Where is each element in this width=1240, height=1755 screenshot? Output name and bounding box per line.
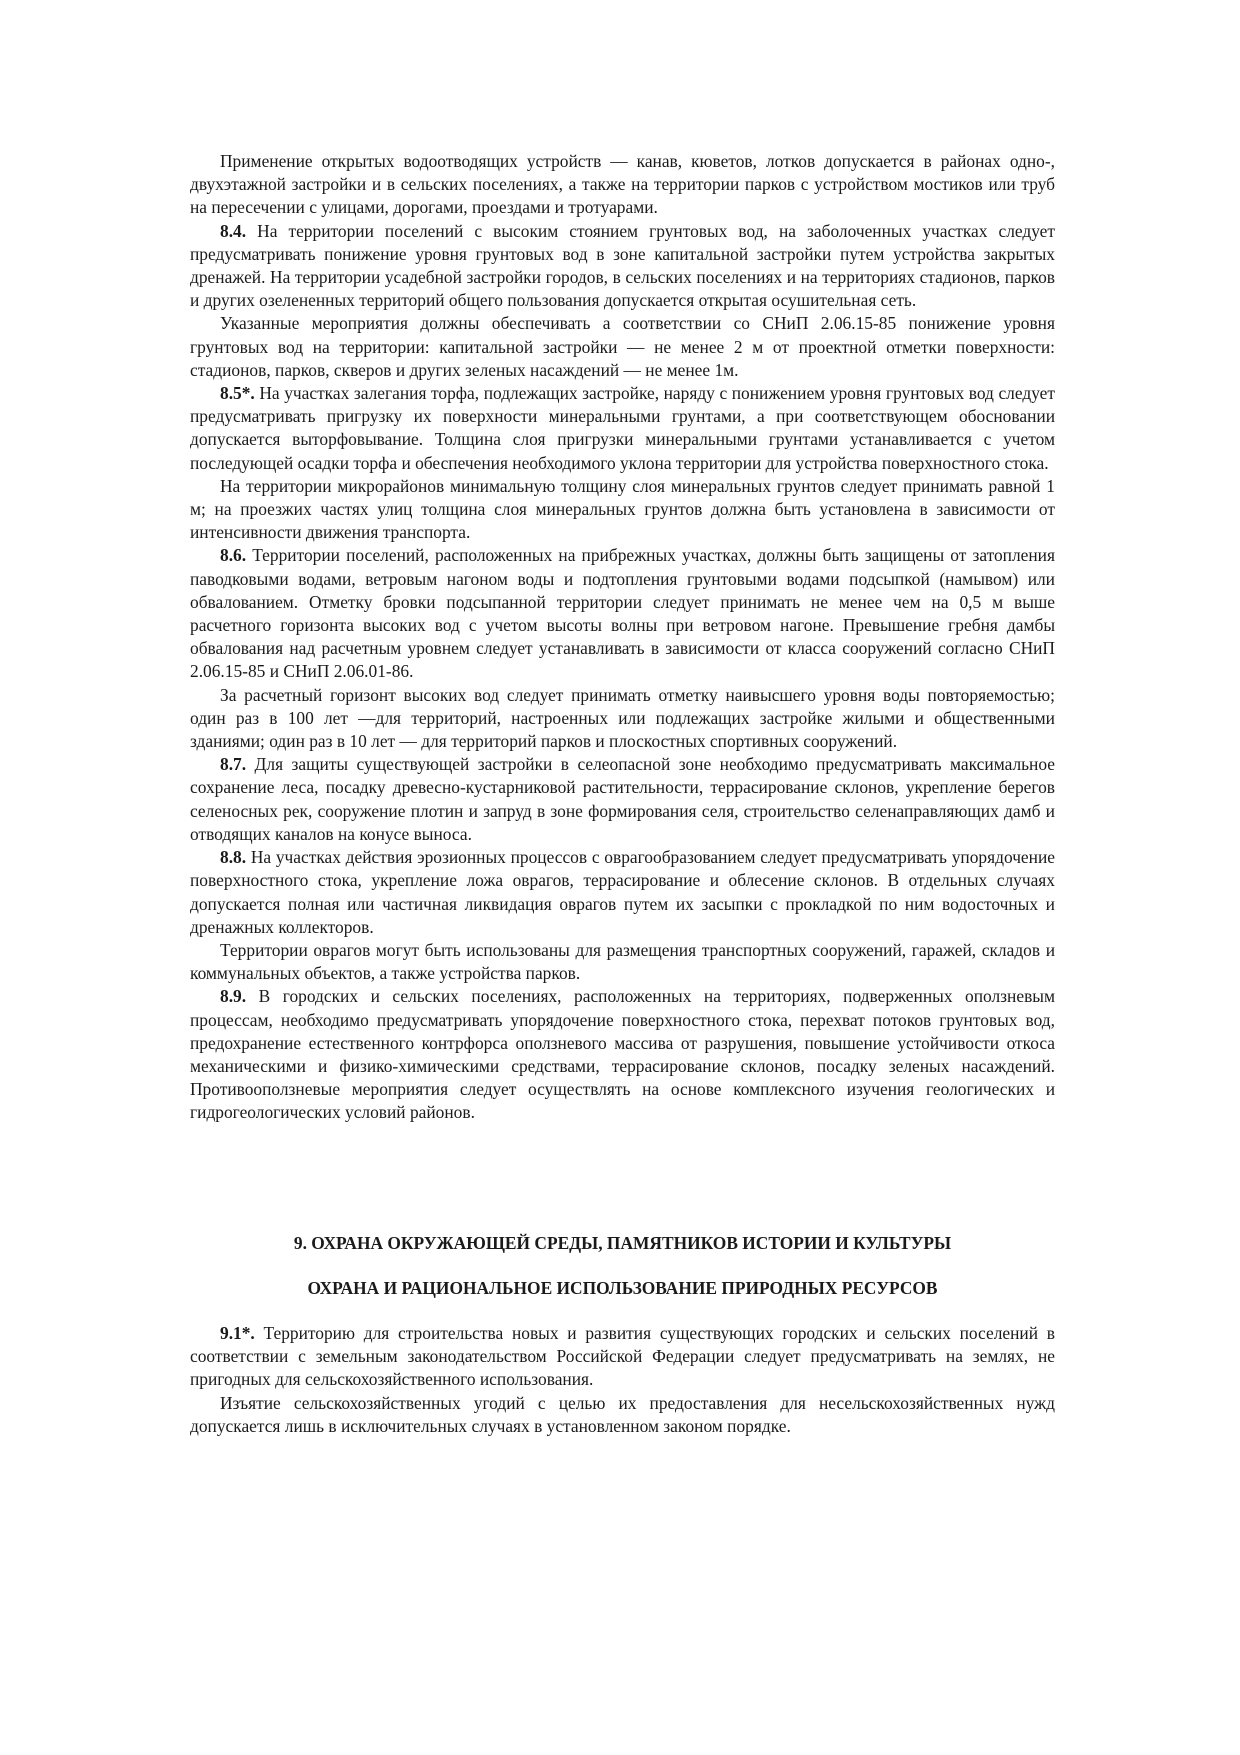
section-9-headings bbox=[190, 1232, 1055, 1300]
paragraph-text: Применение открытых водоотводящих устройств — канав, кюветов, лотков допускается в районах одно-, двухэтажной застройки и в сельских поселениях, а также на территории парков с устройством мостиков или труб на пересечении с улицами, дорогами, проездами и тротуарами. bbox=[190, 151, 1055, 218]
clause-number: 8.9. bbox=[220, 986, 247, 1007]
paragraph-text: На территории микрорайонов минимальную толщину слоя минеральных грунтов следует принимать равной 1 м; на проезжих частях улиц толщина слоя минеральных грунтов должна быть установлена в зависимости от интенсивности движения транспорта. bbox=[190, 475, 1055, 543]
clause-number: 8.6. bbox=[220, 545, 247, 566]
paragraph-text: На территории поселений с высоким стоянием грунтовых вод, на заболоченных участках следует предусматривать понижение уровня грунтовых вод в зоне капитальной застройки путем устройства закрытых дренажей. На территории усадебной застройки городов, в сельских поселениях и на территориях стадионов, парков и других озелененных территорий общего пользования допускается открытая осушительная сеть. bbox=[190, 220, 1055, 311]
paragraph-8-7 bbox=[190, 753, 1055, 846]
paragraph-microdistricts bbox=[190, 475, 1055, 545]
paragraph-drainage-open bbox=[190, 150, 1055, 220]
section-8-body bbox=[190, 150, 1055, 1125]
section-heading: 9. ОХРАНА ОКРУЖАЮЩЕЙ СРЕДЫ, ПАМЯТНИКОВ ИСТОРИИ И КУЛЬТУРЫ bbox=[293, 1232, 952, 1253]
paragraph-text: Изъятие сельскохозяйственных угодий с целью их предоставления для несельскохозяйственных нужд допускается лишь в исключительных случаях в установленном законом порядке. bbox=[190, 1392, 1055, 1436]
paragraph-8-8 bbox=[190, 846, 1055, 939]
paragraph-text: Территорию для строительства новых и развития существующих городских и сельских поселений в соответствии с земельным законодательством Российской Федерации следует предусматривать на землях, не пригодных для сельскохозяйственного использования. bbox=[190, 1322, 1055, 1390]
paragraph-text: На участках залегания торфа, подлежащих застройке, наряду с понижением уровня грунтовых вод следует предусматривать пригрузку их поверхности минеральными грунтами, а при соответствующем обосновании допускается выторфовывание. Толщина слоя пригрузки минеральными грунтами устанавливается с учетом последующей осадки торфа и обеспечения необходимого уклона территории для устройства поверхностного стока. bbox=[190, 383, 1055, 473]
paragraph-text: Указанные мероприятия должны обеспечивать а соответствии со СНиП 2.06.15-85 понижение уровня грунтовых вод на территории: капитальной застройки — не менее 2 м от проектной отметки поверхности: стадионов, парков, скверов и других зеленых насаждений — не менее 1м. bbox=[190, 313, 1055, 380]
paragraph-text: На участках действия эрозионных процессов с оврагообразованием следует предусматривать упорядочение поверхностного стока, укрепление ложа оврагов, террасирование и облесение склонов. В отдельных случаях допускается полная или частичная ликвидация оврагов путем их засыпки с прокладкой по ним водосточных и дренажных коллекторов. bbox=[190, 847, 1055, 937]
paragraph-text: В городских и сельских поселениях, расположенных на территориях, подверженных оползневым процессам, необходимо предусматривать упорядочение поверхностного стока, перехват потоков грунтовых вод, предохранение естественного контрфорса оползневого массива от разрушения, повышение устойчивости откоса механическими и физико-химическими средствами, террасирование склонов, посадку зеленых насаждений. Противооползневые мероприятия следует осуществлять на основе комплексного изучения геологических и гидрогеологических условий районов. bbox=[190, 986, 1055, 1123]
paragraph-text: Территории оврагов могут быть использованы для размещения транспортных сооружений, гаражей, складов и коммунальных объектов, а также устройства парков. bbox=[190, 939, 1055, 984]
paragraph-land-withdrawal bbox=[190, 1392, 1055, 1438]
paragraph-ravine-use bbox=[190, 939, 1055, 985]
clause-number: 8.5*. bbox=[220, 383, 255, 404]
clause-number: 8.4. bbox=[220, 220, 247, 241]
paragraph-9-1 bbox=[190, 1322, 1055, 1392]
subsection-heading: ОХРАНА И РАЦИОНАЛЬНОЕ ИСПОЛЬЗОВАНИЕ ПРИРОДНЫХ РЕСУРСОВ bbox=[307, 1277, 938, 1298]
paragraph-8-9 bbox=[190, 985, 1055, 1124]
section-9-body bbox=[190, 1322, 1055, 1438]
paragraph-text: Для защиты существующей застройки в селеопасной зоне необходимо предусматривать максимальное сохранение леса, посадку древесно-кустарниковой растительности, террасирование склонов, укрепление берегов селеносных рек, сооружение плотин и запруд в зоне формирования селя, строительство селенаправляющих дамб и отводящих каналов на конусе выноса. bbox=[190, 754, 1055, 844]
clause-number: 8.7. bbox=[220, 754, 247, 775]
clause-number: 8.8. bbox=[220, 847, 247, 868]
paragraph-8-4 bbox=[190, 220, 1055, 313]
document-page bbox=[190, 150, 1055, 1438]
paragraph-8-5 bbox=[190, 382, 1055, 475]
paragraph-groundwater-level bbox=[190, 312, 1055, 382]
paragraph-flood-horizon bbox=[190, 684, 1055, 754]
paragraph-text: Территории поселений, расположенных на прибрежных участках, должны быть защищены от затопления паводковыми водами, ветровым нагоном воды и подтопления грунтовыми водами подсыпкой (намывом) или обвалованием. Отметку бровки подсыпанной территории следует принимать не менее чем на 0,5 м выше расчетного горизонта высоких вод с учетом высоты волны при ветровом нагоне. Превышение гребня дамбы обвалования над расчетным уровнем следует устанавливать в зависимости от класса сооружений согласно СНиП 2.06.15-85 и СНиП 2.06.01-86. bbox=[190, 545, 1055, 682]
clause-number: 9.1*. bbox=[220, 1322, 255, 1343]
paragraph-8-6 bbox=[190, 544, 1055, 683]
paragraph-text: За расчетный горизонт высоких вод следует принимать отметку наивысшего уровня воды повторяемостью; один раз в 100 лет —для территорий, настроенных или подлежащих застройке жилыми и общественными зданиями; один раз в 10 лет — для территорий парков и плоскостных спортивных сооружений. bbox=[190, 684, 1055, 752]
